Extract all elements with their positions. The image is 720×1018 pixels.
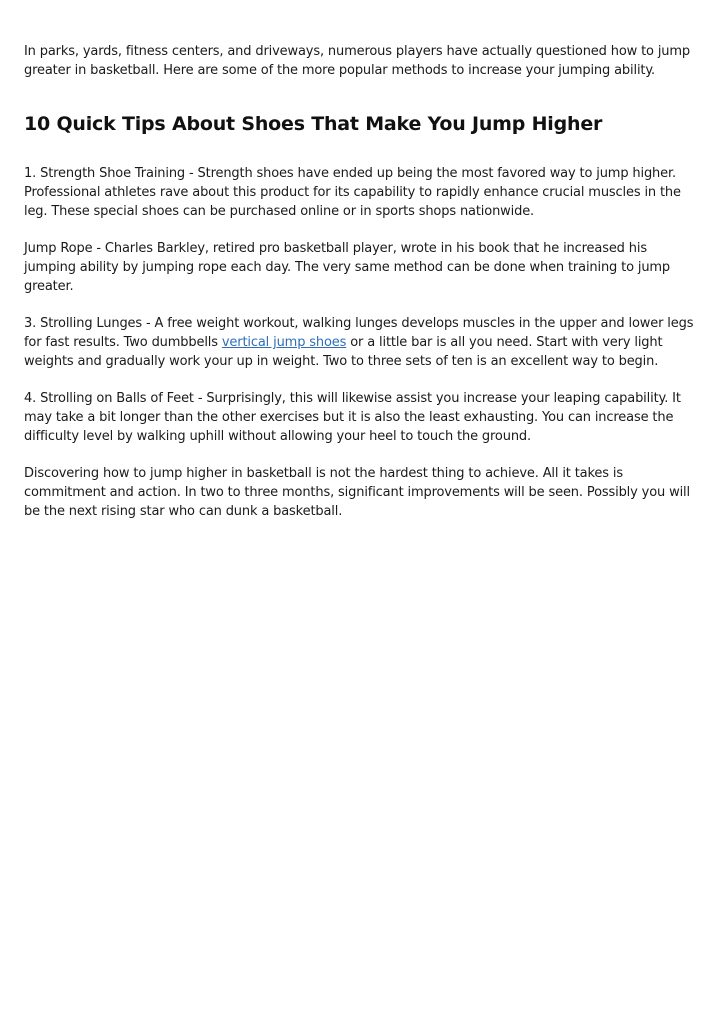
paragraph-jump-rope: Jump Rope - Charles Barkley, retired pro basketball player, wrote in his book that he increased his jumping ability by jumping rope each day. The very same method can be done when training to jump greater. [24, 241, 671, 294]
vertical-jump-shoes-link[interactable]: vertical jump shoes [221, 335, 347, 350]
document-page [24, 42, 696, 539]
paragraph-balls-of-feet: 4. Strolling on Balls of Feet - Surprisingly, this will likewise assist you increase your leaping capability. It may take a bit longer than the other exercises but it is also the least exhausting. You can increase the difficulty level by walking uphill without allowing your heel to touch the ground. [24, 391, 681, 444]
paragraph-strolling-lunges [24, 314, 696, 371]
article-heading: 10 Quick Tips About Shoes That Make You Jump Higher [24, 113, 603, 135]
paragraph-conclusion: Discovering how to jump higher in basketball is not the hardest thing to achieve. All it takes is commitment and action. In two to three months, significant improvements will be seen. Possibly you will be the next rising star who can dunk a basketball. [24, 466, 690, 519]
intro-paragraph: In parks, yards, fitness centers, and driveways, numerous players have actually questioned how to jump greater in basketball. Here are some of the more popular methods to increase your jumping ability. [24, 44, 691, 78]
paragraph-text-segment: or a little bar is all you need. Start with very light weights and gradually work your up in weight. Two to three sets of ten is an excellent way to begin. [24, 335, 663, 369]
paragraph-text-segment: 3. Strolling Lunges - A free weight workout, walking lunges develops muscles in the upper and lower legs for fast results. Two dumbbells [24, 316, 694, 350]
paragraph-strength-shoe-training: 1. Strength Shoe Training - Strength shoes have ended up being the most favored way to jump higher. Professional athletes rave about this product for its capability to rapidly enhance crucial muscles in the leg. These special shoes can be purchased online or in sports shops nationwide. [24, 166, 681, 219]
